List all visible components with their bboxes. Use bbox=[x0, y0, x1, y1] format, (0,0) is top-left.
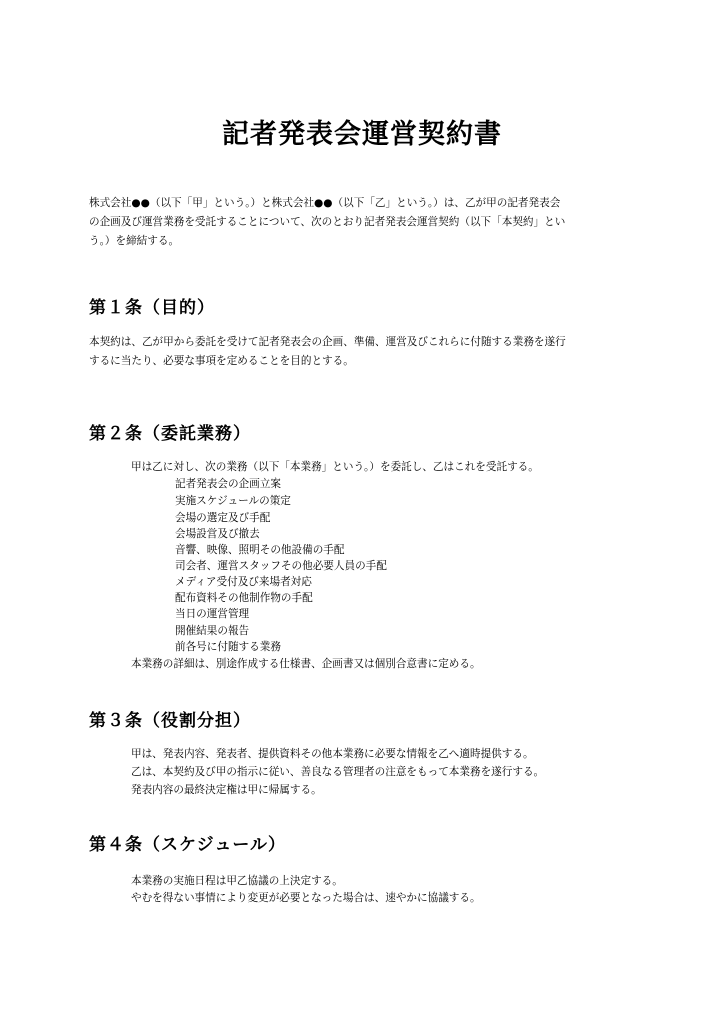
article-2-item: 司会者、運営スタッフその他必要人員の手配 bbox=[175, 560, 387, 572]
article-2-item: 開催結果の報告 bbox=[175, 625, 250, 637]
article-1-line: 本契約は、乙が甲から委託を受けて記者発表会の企画、準備、運営及びこれらに付随する業務を遂行 bbox=[89, 336, 566, 348]
article-1-body bbox=[89, 333, 643, 371]
article-4-heading: 第４条（スケジュール） bbox=[89, 835, 286, 855]
article-2-item: 配布資料その他制作物の手配 bbox=[175, 592, 313, 604]
article-2-heading: 第２条（委託業務） bbox=[89, 424, 251, 444]
article-2-item: 会場の選定及び手配 bbox=[175, 512, 271, 524]
preamble-line: う。）を締結する。 bbox=[89, 235, 180, 247]
article-3-line: 発表内容の最終決定権は甲に帰属する。 bbox=[131, 784, 322, 796]
article-2-item: 実施スケジュールの策定 bbox=[175, 495, 291, 507]
article-3-line: 乙は、本契約及び甲の指示に従い、善良なる管理者の注意をもって本業務を遂行する。 bbox=[131, 766, 545, 778]
article-1-heading: 第１条（目的） bbox=[89, 298, 215, 318]
article-2-item: 記者発表会の企画立案 bbox=[175, 478, 281, 490]
document-title: 記者発表会運営契約書 bbox=[222, 119, 502, 150]
article-2-item: 音響、映像、照明その他設備の手配 bbox=[175, 544, 345, 556]
preamble-line: の企画及び運営業務を受託することについて、次のとおり記者発表会運営契約（以下「本契約」とい bbox=[89, 216, 566, 228]
article-2-item: 会場設営及び撤去 bbox=[175, 528, 260, 540]
article-3-heading: 第３条（役割分担） bbox=[89, 711, 251, 731]
preamble-line: 株式会社●●（以下「甲」という。）と株式会社●●（以下「乙」という。）は、乙が甲の記者発表会 bbox=[89, 197, 561, 209]
preamble bbox=[89, 194, 643, 251]
article-2-item: 当日の運営管理 bbox=[175, 608, 250, 620]
article-4-line: やむを得ない事情により変更が必要となった場合は、速やかに協議する。 bbox=[131, 892, 481, 904]
article-4-line: 本業務の実施日程は甲乙協議の上決定する。 bbox=[131, 875, 343, 887]
article-1-line: するに当たり、必要な事項を定めることを目的とする。 bbox=[89, 355, 354, 367]
article-2-intro: 甲は乙に対し、次の業務（以下「本業務」という。）を委託し、乙はこれを受託する。 bbox=[131, 461, 539, 473]
article-2-closing: 本業務の詳細は、別途作成する仕様書、企画書又は個別合意書に定める。 bbox=[131, 658, 481, 670]
article-3-line: 甲は、発表内容、発表者、提供資料その他本業務に必要な情報を乙へ適時提供する。 bbox=[131, 748, 534, 760]
article-2-item: メディア受付及び来場者対応 bbox=[175, 576, 312, 588]
article-2-item: 前各号に付随する業務 bbox=[175, 641, 281, 653]
